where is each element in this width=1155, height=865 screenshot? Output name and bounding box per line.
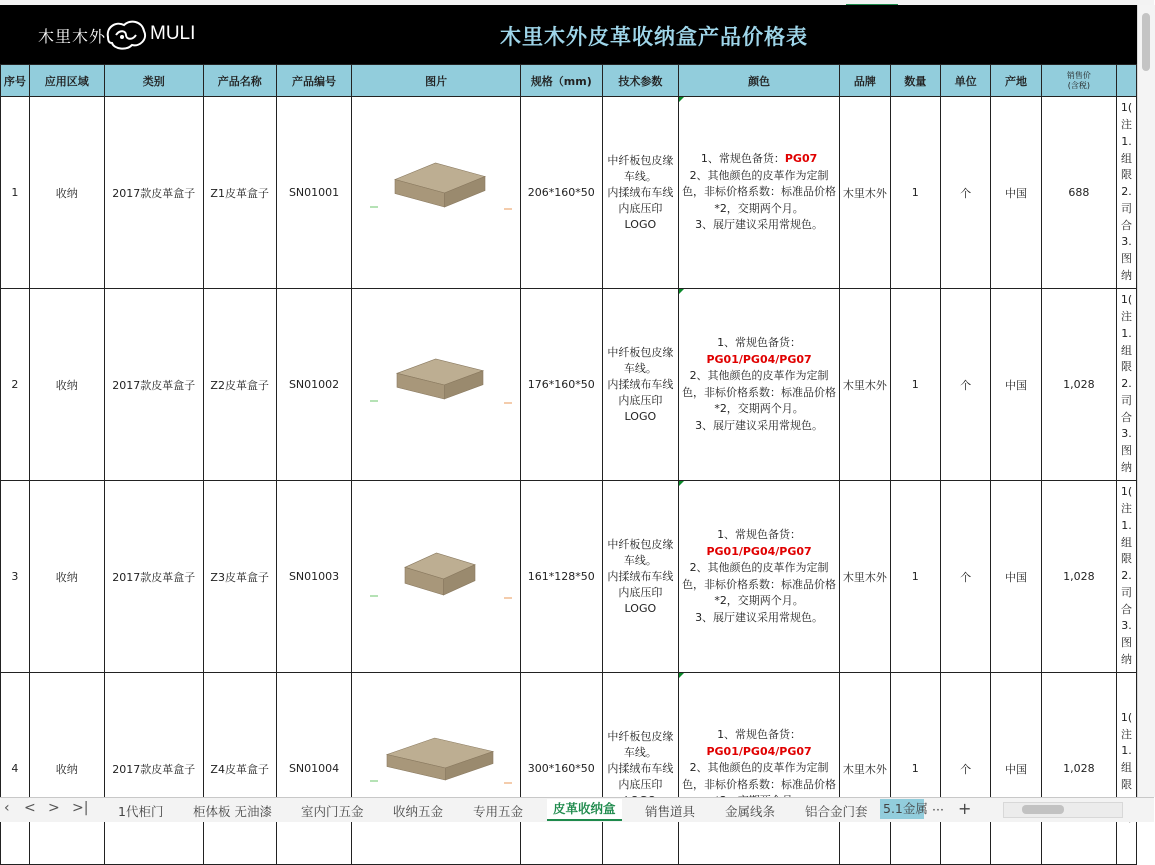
cell-notes[interactable] — [1117, 673, 1137, 865]
cell-unit[interactable]: 个 — [940, 481, 990, 673]
note-line: 2. — [1121, 377, 1132, 391]
cell-spec[interactable]: 161*128*50 — [520, 481, 602, 673]
tab-1[interactable]: 1代柜门 — [118, 804, 164, 819]
cell-code[interactable]: SN01002 — [276, 289, 352, 481]
vertical-scroll-thumb[interactable] — [1142, 13, 1150, 71]
cell-notes[interactable] — [1117, 289, 1137, 481]
note-line: 3. — [1121, 427, 1132, 441]
note-line: 司 — [1121, 393, 1133, 407]
header-code[interactable]: 产品编号 — [276, 65, 352, 97]
note-line: 合 — [1121, 218, 1133, 232]
note-line: 合 — [1121, 410, 1133, 424]
note-line: 2. — [1121, 569, 1132, 583]
color-code: PG01/PG04/PG07 — [706, 352, 812, 366]
note-line: 1( — [1120, 101, 1133, 115]
cell-area[interactable]: 收纳 — [29, 289, 104, 481]
cell-picture[interactable] — [352, 97, 521, 289]
box-image — [352, 673, 523, 864]
tab-9[interactable]: 铝合金门套 — [805, 804, 868, 819]
cell-tech[interactable] — [602, 97, 678, 289]
cell-spec[interactable]: 300*160*50 — [520, 673, 602, 865]
page-title: 木里木外皮革收纳盒产品价格表 — [500, 25, 808, 49]
color-line — [679, 527, 839, 544]
color-line: 色，非标价格系数：标准品价格 — [682, 385, 837, 399]
header-price[interactable] — [1041, 65, 1116, 97]
tech-line: 中纤板包皮缘 — [607, 729, 674, 743]
note-line: 纳 — [1121, 653, 1133, 667]
header-tech[interactable]: 技术参数 — [602, 65, 678, 97]
cell-name[interactable]: Z3皮革盒子 — [203, 481, 276, 673]
color-code: PG07 — [784, 152, 818, 166]
more-tabs-button[interactable]: ··· — [932, 802, 944, 817]
color-line: 2、其他颜色的皮革作为定制 — [689, 369, 829, 382]
note-line: 限 — [1121, 168, 1133, 182]
header-brand[interactable]: 品牌 — [840, 65, 890, 97]
note-line: 司 — [1121, 585, 1133, 599]
cell-color[interactable] — [679, 481, 840, 673]
cell-area[interactable]: 收纳 — [29, 97, 104, 289]
table-row — [1, 481, 1137, 673]
note-line: 1( — [1120, 485, 1133, 499]
tab-7[interactable]: 销售道具 — [645, 804, 696, 819]
color-line — [679, 727, 839, 744]
header-row — [1, 65, 1137, 97]
note-line: 图 — [1121, 252, 1133, 266]
color-line: 2、其他颜色的皮革作为定制 — [689, 761, 829, 775]
cell-name[interactable]: Z4皮革盒子 — [203, 673, 276, 865]
note-line: 限 — [1121, 360, 1133, 374]
note-line: 图 — [1121, 636, 1133, 650]
box-image — [352, 97, 523, 288]
header-color[interactable]: 颜色 — [679, 65, 840, 97]
tech-line: 内底压印 — [618, 393, 663, 407]
cell-color[interactable] — [679, 97, 840, 289]
note-line: 合 — [1121, 602, 1133, 616]
next-sheet-icon[interactable]: > — [48, 800, 60, 816]
color-line: *2，交期两个月。 — [714, 201, 804, 215]
color-line: 3、展厅建议采用常规色。 — [695, 610, 824, 624]
color-label: 1、常规色备货： — [717, 336, 802, 349]
note-line: 1( — [1120, 710, 1133, 724]
color-label: 1、常规色备货： — [717, 528, 802, 541]
note-line: 司 — [1121, 201, 1133, 215]
note-line: 1. — [1121, 744, 1132, 758]
logo-text: 木里木外 — [38, 27, 107, 46]
horizontal-scroll-thumb[interactable] — [1022, 805, 1064, 814]
cell-brand[interactable]: 木里木外 — [840, 97, 890, 289]
cell-qty[interactable]: 1 — [890, 289, 940, 481]
first-sheet-icon[interactable]: ‹ — [4, 800, 10, 816]
spreadsheet[interactable] — [0, 5, 1137, 797]
note-line: 注 — [1121, 727, 1133, 741]
color-line: *2，交期两个月。 — [714, 402, 804, 415]
comment-marker-icon[interactable] — [679, 481, 684, 486]
box-image — [352, 481, 523, 672]
cell-unit[interactable]: 个 — [940, 673, 990, 865]
header-area[interactable]: 应用区域 — [29, 65, 104, 97]
tech-line: LOGO — [624, 601, 657, 615]
cell-origin[interactable]: 中国 — [991, 97, 1041, 289]
horizontal-scrollbar[interactable] — [1003, 802, 1123, 818]
note-line: 图 — [1121, 444, 1133, 458]
cell-index[interactable]: 2 — [1, 289, 30, 481]
cell-brand[interactable]: 木里木外 — [840, 673, 890, 865]
price-table — [0, 64, 1137, 865]
color-line: 色，非标价格系数：标准品价格 — [682, 777, 837, 791]
note-line: 1( — [1120, 293, 1133, 307]
cell-picture[interactable] — [352, 673, 524, 865]
cell-qty[interactable]: 1 — [890, 97, 940, 289]
tab-2[interactable]: 柜体板 无油漆 — [193, 804, 272, 819]
comment-marker-icon[interactable] — [679, 289, 684, 294]
tech-line: 中纤板包皮缘 — [607, 345, 674, 359]
color-line: 3、展厅建议采用常规色。 — [695, 418, 824, 432]
cell-tech[interactable] — [602, 289, 678, 481]
logo-brand: MULI — [150, 23, 196, 44]
header-price-sub: (含税) — [1067, 80, 1090, 90]
note-line: 1. — [1121, 134, 1132, 148]
header-category[interactable]: 类别 — [104, 65, 203, 97]
table-row — [1, 673, 1137, 865]
note-line: 1. — [1121, 518, 1132, 532]
header-index[interactable]: 序号 — [1, 65, 30, 97]
tab-8[interactable]: 金属线条 — [725, 804, 776, 819]
cell-category[interactable]: 2017款皮革盒子 — [104, 481, 203, 673]
tech-line: 内底压印 — [618, 201, 663, 215]
header-spec[interactable]: 规格（mm) — [520, 65, 602, 97]
cell-tech[interactable] — [602, 673, 678, 865]
add-sheet-button[interactable]: + — [958, 799, 972, 818]
cell-tech[interactable] — [602, 481, 678, 673]
comment-marker-icon[interactable] — [679, 673, 684, 678]
cell-category[interactable]: 2017款皮革盒子 — [104, 673, 203, 865]
tech-line: 内底压印 — [618, 777, 663, 791]
cell-picture[interactable] — [352, 481, 521, 673]
cell-category[interactable]: 2017款皮革盒子 — [104, 289, 203, 481]
cell-name[interactable]: Z2皮革盒子 — [203, 289, 276, 481]
color-code-line — [679, 744, 839, 761]
tech-line: 内揉绒布车线 — [607, 761, 674, 775]
cell-qty[interactable]: 1 — [890, 673, 940, 865]
note-line: 组 — [1121, 761, 1133, 775]
tech-line: LOGO — [624, 409, 657, 423]
tech-line: 内揉绒布车线 — [607, 569, 674, 583]
note-line: 注 — [1121, 309, 1133, 323]
cell-origin[interactable]: 中国 — [991, 289, 1041, 481]
vertical-scrollbar[interactable] — [1137, 5, 1155, 797]
cell-area[interactable]: 收纳 — [29, 481, 104, 673]
cell-brand[interactable]: 木里木外 — [840, 289, 890, 481]
note-line: 组 — [1121, 151, 1133, 165]
note-line: 组 — [1121, 343, 1133, 357]
color-line — [679, 151, 839, 168]
header-name[interactable]: 产品名称 — [203, 65, 276, 97]
banner — [0, 5, 1137, 64]
logo-mark-icon — [104, 17, 148, 51]
cell-brand[interactable]: 木里木外 — [840, 481, 890, 673]
tech-line: LOGO — [624, 217, 657, 231]
cell-color[interactable] — [679, 673, 840, 865]
header-unit[interactable]: 单位 — [940, 65, 990, 97]
box-image — [352, 289, 523, 480]
tech-line: 车线。 — [623, 361, 657, 375]
color-code: PG01/PG04/PG07 — [706, 544, 812, 558]
color-line: 色，非标价格系数：标准品价格 — [682, 577, 837, 591]
tab-10[interactable]: 5.1金属 — [880, 799, 924, 819]
cell-origin[interactable]: 中国 — [991, 673, 1041, 865]
note-line: 3. — [1121, 619, 1132, 633]
header-origin[interactable]: 产地 — [991, 65, 1041, 97]
header-price-main: 销售价 — [1066, 70, 1091, 80]
comment-marker-icon[interactable] — [679, 97, 684, 102]
color-label: 1、常规色备货： — [700, 152, 785, 166]
tech-line: 车线。 — [623, 169, 657, 183]
tab-6[interactable]: 皮革收纳盒 — [547, 799, 622, 821]
cell-notes[interactable] — [1117, 97, 1137, 289]
note-line: 限 — [1121, 552, 1133, 566]
cell-qty[interactable]: 1 — [890, 481, 940, 673]
table-row — [1, 289, 1137, 481]
cell-spec[interactable]: 206*160*50 — [520, 97, 602, 289]
note-line: 注 — [1121, 117, 1133, 131]
cell-price[interactable]: 1,028 — [1041, 481, 1116, 673]
cell-origin[interactable]: 中国 — [991, 481, 1041, 673]
note-line: 3. — [1121, 235, 1132, 249]
tab-4[interactable]: 收纳五金 — [393, 804, 444, 819]
cell-index[interactable]: 4 — [1, 673, 30, 865]
cell-price[interactable]: 688 — [1041, 97, 1116, 289]
cell-index[interactable]: 1 — [1, 97, 30, 289]
cell-unit[interactable]: 个 — [940, 289, 990, 481]
cell-index[interactable]: 3 — [1, 481, 30, 673]
note-line: 1. — [1121, 326, 1132, 340]
color-line: 2、其他颜色的皮革作为定制 — [689, 168, 829, 182]
tech-line: 车线。 — [623, 745, 657, 759]
color-line — [679, 335, 839, 352]
tab-3[interactable]: 室内门五金 — [301, 804, 364, 819]
color-label: 1、常规色备货： — [717, 728, 802, 742]
sheet-tab-bar — [0, 797, 1154, 822]
color-line: 3、展厅建议采用常规色。 — [695, 218, 824, 232]
color-line: 2、其他颜色的皮革作为定制 — [689, 561, 829, 574]
color-code-line — [679, 352, 839, 369]
color-line: 色，非标价格系数：标准品价格 — [682, 185, 837, 199]
color-code: PG01/PG04/PG07 — [706, 744, 812, 758]
prev-sheet-icon[interactable]: < — [24, 800, 36, 816]
header-picture[interactable]: 图片 — [352, 65, 521, 97]
table-row — [1, 97, 1137, 289]
tech-line: 内底压印 — [618, 585, 663, 599]
header-notes[interactable] — [1117, 65, 1137, 97]
note-line: 组 — [1121, 535, 1133, 549]
cell-code[interactable]: SN01001 — [276, 97, 352, 289]
tech-line: 内揉绒布车线 — [607, 185, 674, 199]
tech-line: 中纤板包皮缘 — [607, 537, 674, 551]
tech-line: 车线。 — [623, 553, 657, 567]
last-sheet-icon[interactable]: >| — [72, 800, 89, 816]
cell-picture[interactable] — [352, 289, 521, 481]
color-code-line — [679, 544, 839, 561]
cell-code[interactable]: SN01004 — [276, 673, 352, 865]
note-line: 纳 — [1121, 461, 1133, 475]
cell-unit[interactable]: 个 — [940, 97, 990, 289]
note-line: 限 — [1121, 777, 1133, 791]
cell-code[interactable]: SN01003 — [276, 481, 352, 673]
header-qty[interactable]: 数量 — [890, 65, 940, 97]
note-line: 注 — [1121, 501, 1133, 515]
cell-price[interactable]: 1,028 — [1041, 289, 1116, 481]
tech-line: 中纤板包皮缘 — [607, 153, 674, 167]
color-line: *2，交期两个月。 — [714, 594, 804, 607]
cell-color[interactable] — [679, 289, 840, 481]
cell-spec[interactable]: 176*160*50 — [520, 289, 602, 481]
cell-notes[interactable] — [1117, 481, 1137, 673]
cell-name[interactable]: Z1皮革盒子 — [203, 97, 276, 289]
cell-category[interactable]: 2017款皮革盒子 — [104, 97, 203, 289]
tech-line: 内揉绒布车线 — [607, 377, 674, 391]
note-line: 2. — [1121, 185, 1132, 199]
tab-5[interactable]: 专用五金 — [473, 804, 524, 819]
cell-area[interactable]: 收纳 — [29, 673, 104, 865]
note-line: 纳 — [1121, 269, 1133, 283]
cell-price[interactable]: 1,028 — [1041, 673, 1116, 865]
